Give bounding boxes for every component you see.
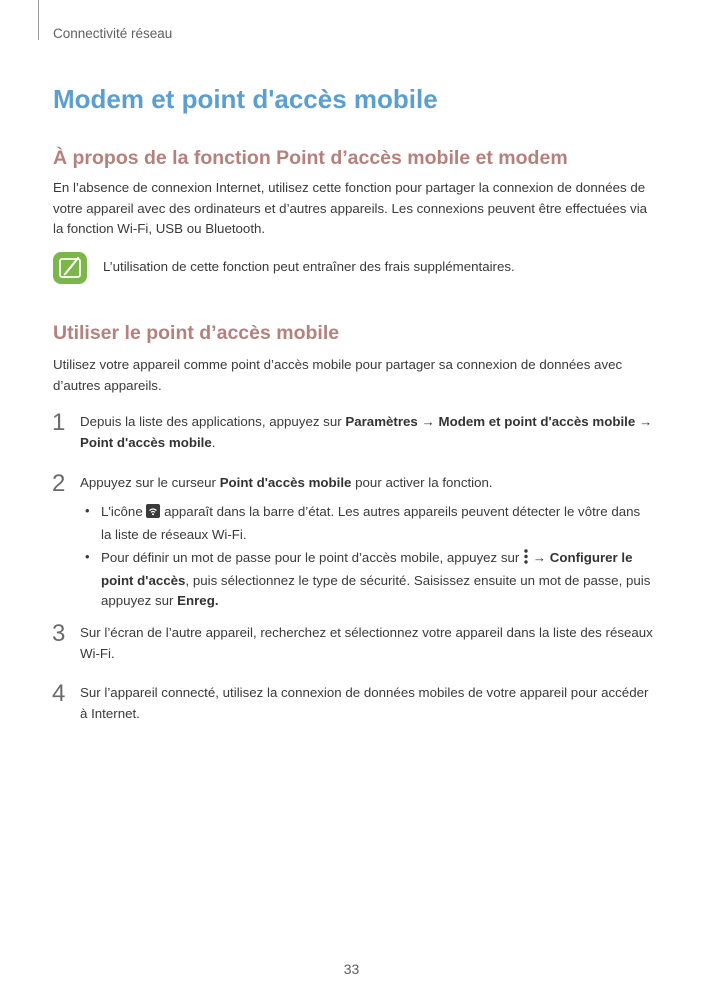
about-heading: À propos de la fonction Point d’accès mobile et modem bbox=[53, 147, 568, 169]
page-number: 33 bbox=[343, 961, 360, 977]
bullet-marker: • bbox=[85, 503, 90, 518]
step-number: 3 bbox=[52, 620, 66, 647]
page-title: Modem et point d'accès mobile bbox=[53, 84, 438, 114]
bullet-text: Pour définir un mot de passe pour le point d’accès mobile, appuyez sur → Configurer le point d'accès, puis sélectionnez le type de sécurité. Saisissez ensuite un mot de passe, puis appuyez sur Enreg. bbox=[101, 550, 651, 608]
note-text: L’utilisation de cette fonction peut entraîner des frais supplémentaires. bbox=[103, 259, 515, 274]
step-text: Appuyez sur le curseur Point d'accès mobile pour activer la fonction. bbox=[80, 475, 493, 490]
use-paragraph: Utilisez votre appareil comme point d’accès mobile pour partager sa connexion de données avec d’autres appareils. bbox=[53, 357, 623, 393]
step-number: 4 bbox=[52, 680, 66, 707]
use-heading: Utiliser le point d’accès mobile bbox=[53, 322, 340, 344]
hotspot-icon bbox=[146, 504, 160, 525]
step-text: Sur l’écran de l’autre appareil, recherchez et sélectionnez votre appareil dans la liste des réseaux Wi-Fi. bbox=[80, 625, 653, 661]
step-number: 2 bbox=[52, 470, 66, 497]
step-text: Depuis la liste des applications, appuyez sur Paramètres → Modem et point d'accès mobile → Point d'accès mobile. bbox=[80, 414, 653, 450]
step-number: 1 bbox=[52, 409, 66, 436]
note-icon bbox=[53, 252, 87, 284]
section-header: Connectivité réseau bbox=[53, 26, 173, 41]
bullet-text: L'icône apparaît dans la barre d’état. Les autres appareils peuvent détecter le vôtre dans la liste de réseaux Wi-Fi. bbox=[101, 504, 641, 542]
step-text: Sur l’appareil connecté, utilisez la connexion de données mobiles de votre appareil pour accéder à Internet. bbox=[80, 685, 649, 721]
about-paragraph: En l’absence de connexion Internet, utilisez cette fonction pour partager la connexion de données de votre appareil avec des ordinateurs et d’autres appareils. Les connexions peuvent être effectuées via la fonction Wi-Fi, USB ou Bluetooth. bbox=[53, 180, 648, 236]
bullet-marker: • bbox=[85, 549, 90, 564]
header-divider bbox=[38, 0, 39, 40]
